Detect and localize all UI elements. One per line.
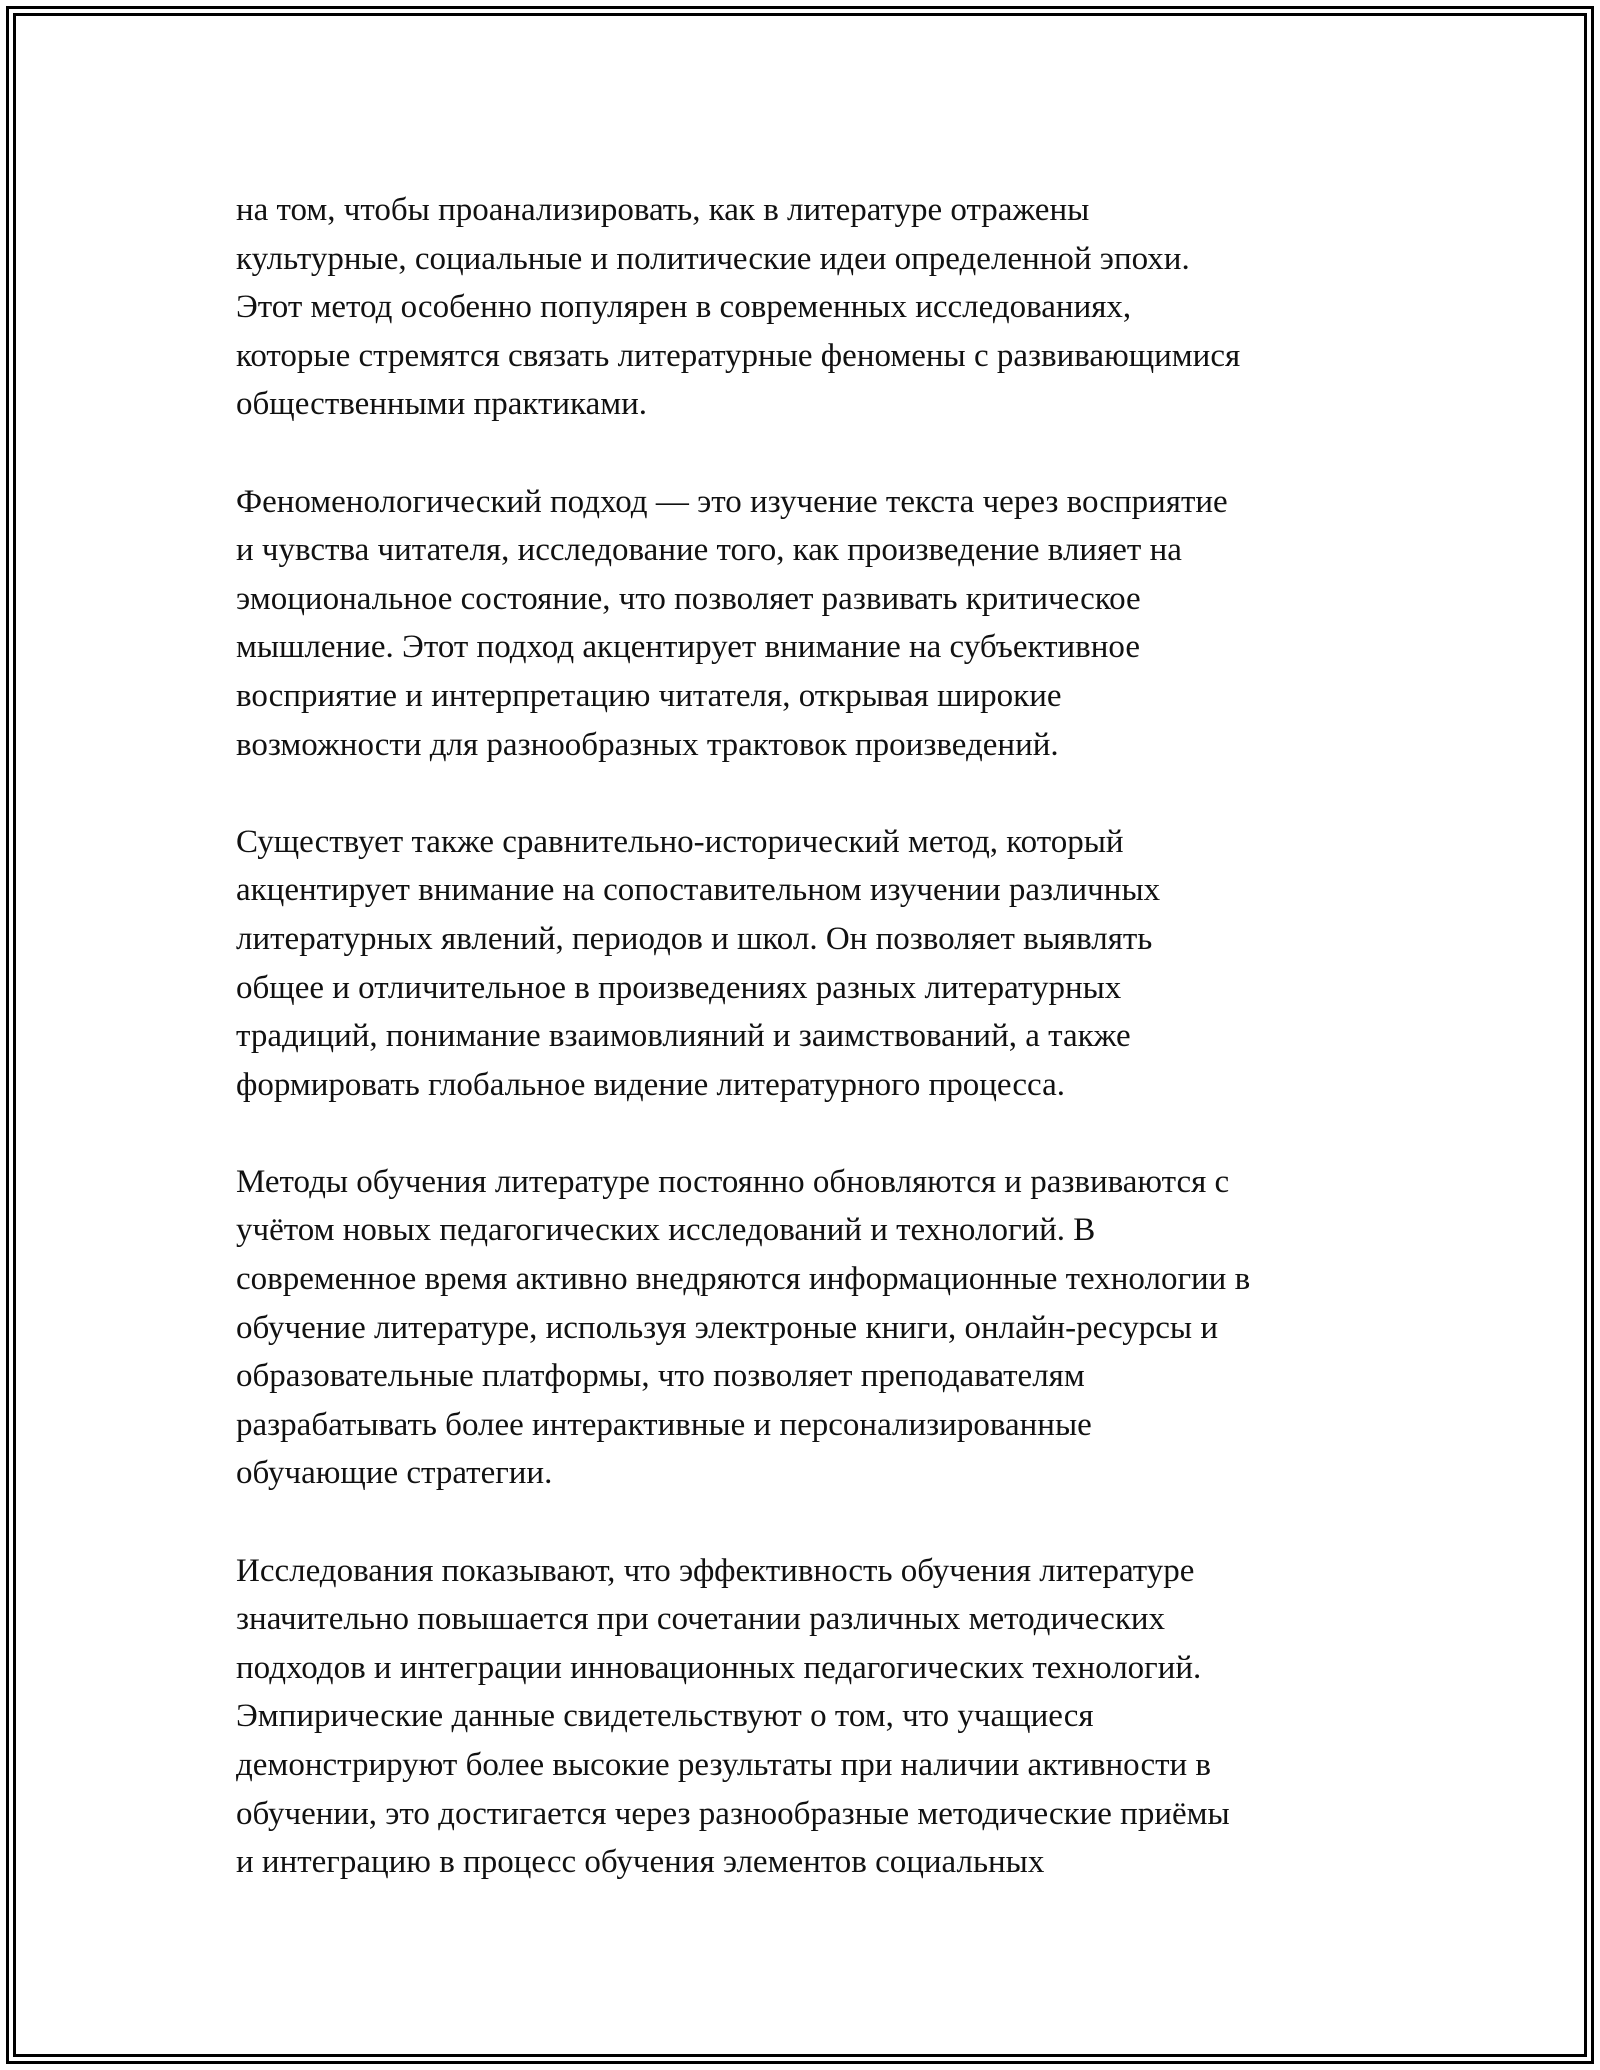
text-line: подходов и интеграции инновационных педагогических технологий.: [236, 1649, 1202, 1686]
text-line: общее и отличительное в произведениях разных литературных: [236, 969, 1122, 1006]
text-line: общественными практиками.: [236, 386, 648, 423]
paragraph-3: [236, 818, 1386, 1110]
text-line: обучающие стратегии.: [236, 1455, 553, 1492]
text-line: Эмпирические данные свидетельствуют о том, что учащиеся: [236, 1698, 1094, 1735]
text-line: Методы обучения литературе постоянно обновляются и развиваются с: [236, 1163, 1230, 1200]
text-line: и интеграцию в процесс обучения элементов социальных: [236, 1844, 1045, 1881]
text-line: традиций, понимание взаимовлияний и заимствований, а также: [236, 1018, 1131, 1055]
text-line: которые стремятся связать литературные феномены с развивающимися: [236, 337, 1241, 374]
text-line: и чувства читателя, исследование того, как произведение влияет на: [236, 532, 1182, 569]
paragraph-4: [236, 1158, 1386, 1498]
text-line: Феноменологический подход — это изучение текста через восприятие: [236, 483, 1228, 520]
text-line: Этот метод особенно популярен в современных исследованиях,: [236, 289, 1132, 326]
text-line: Исследования показывают, что эффективность обучения литературе: [236, 1552, 1195, 1589]
text-line: мышление. Этот подход акцентирует внимание на субъективное: [236, 629, 1140, 666]
text-line: образовательные платформы, что позволяет преподавателям: [236, 1358, 1085, 1395]
text-line: формировать глобальное видение литературного процесса.: [236, 1066, 1065, 1103]
text-line: разрабатывать более интерактивные и персонализированные: [236, 1406, 1092, 1443]
paragraph-2: [236, 478, 1386, 770]
text-line: акцентирует внимание на сопоставительном изучении различных: [236, 872, 1161, 909]
text-line: на том, чтобы проанализировать, как в литературе отражены: [236, 192, 1090, 228]
text-line: учётом новых педагогических исследований и технологий. В: [236, 1212, 1096, 1249]
paragraph-1: [236, 186, 1386, 429]
document-body: [236, 186, 1386, 1935]
text-line: литературных явлений, периодов и школ. Он позволяет выявлять: [236, 920, 1153, 957]
text-line: эмоциональное состояние, что позволяет развивать критическое: [236, 580, 1141, 617]
text-line: возможности для разнообразных трактовок произведений.: [236, 726, 1059, 763]
text-line: современное время активно внедряются информационные технологии в: [236, 1261, 1251, 1298]
text-line: демонстрируют более высокие результаты при наличии активности в: [236, 1747, 1211, 1783]
text-line: культурные, социальные и политические идеи определенной эпохи.: [236, 240, 1190, 277]
text-line: Существует также сравнительно-исторический метод, который: [236, 823, 1124, 860]
text-line: восприятие и интерпретацию читателя, открывая широкие: [236, 677, 1062, 714]
paragraph-5: [236, 1547, 1386, 1887]
text-line: значительно повышается при сочетании различных методических: [236, 1601, 1166, 1638]
text-line: обучении, это достигается через разнообразные методические приёмы: [236, 1795, 1230, 1832]
text-line: обучение литературе, используя электроные книги, онлайн-ресурсы и: [236, 1309, 1218, 1346]
